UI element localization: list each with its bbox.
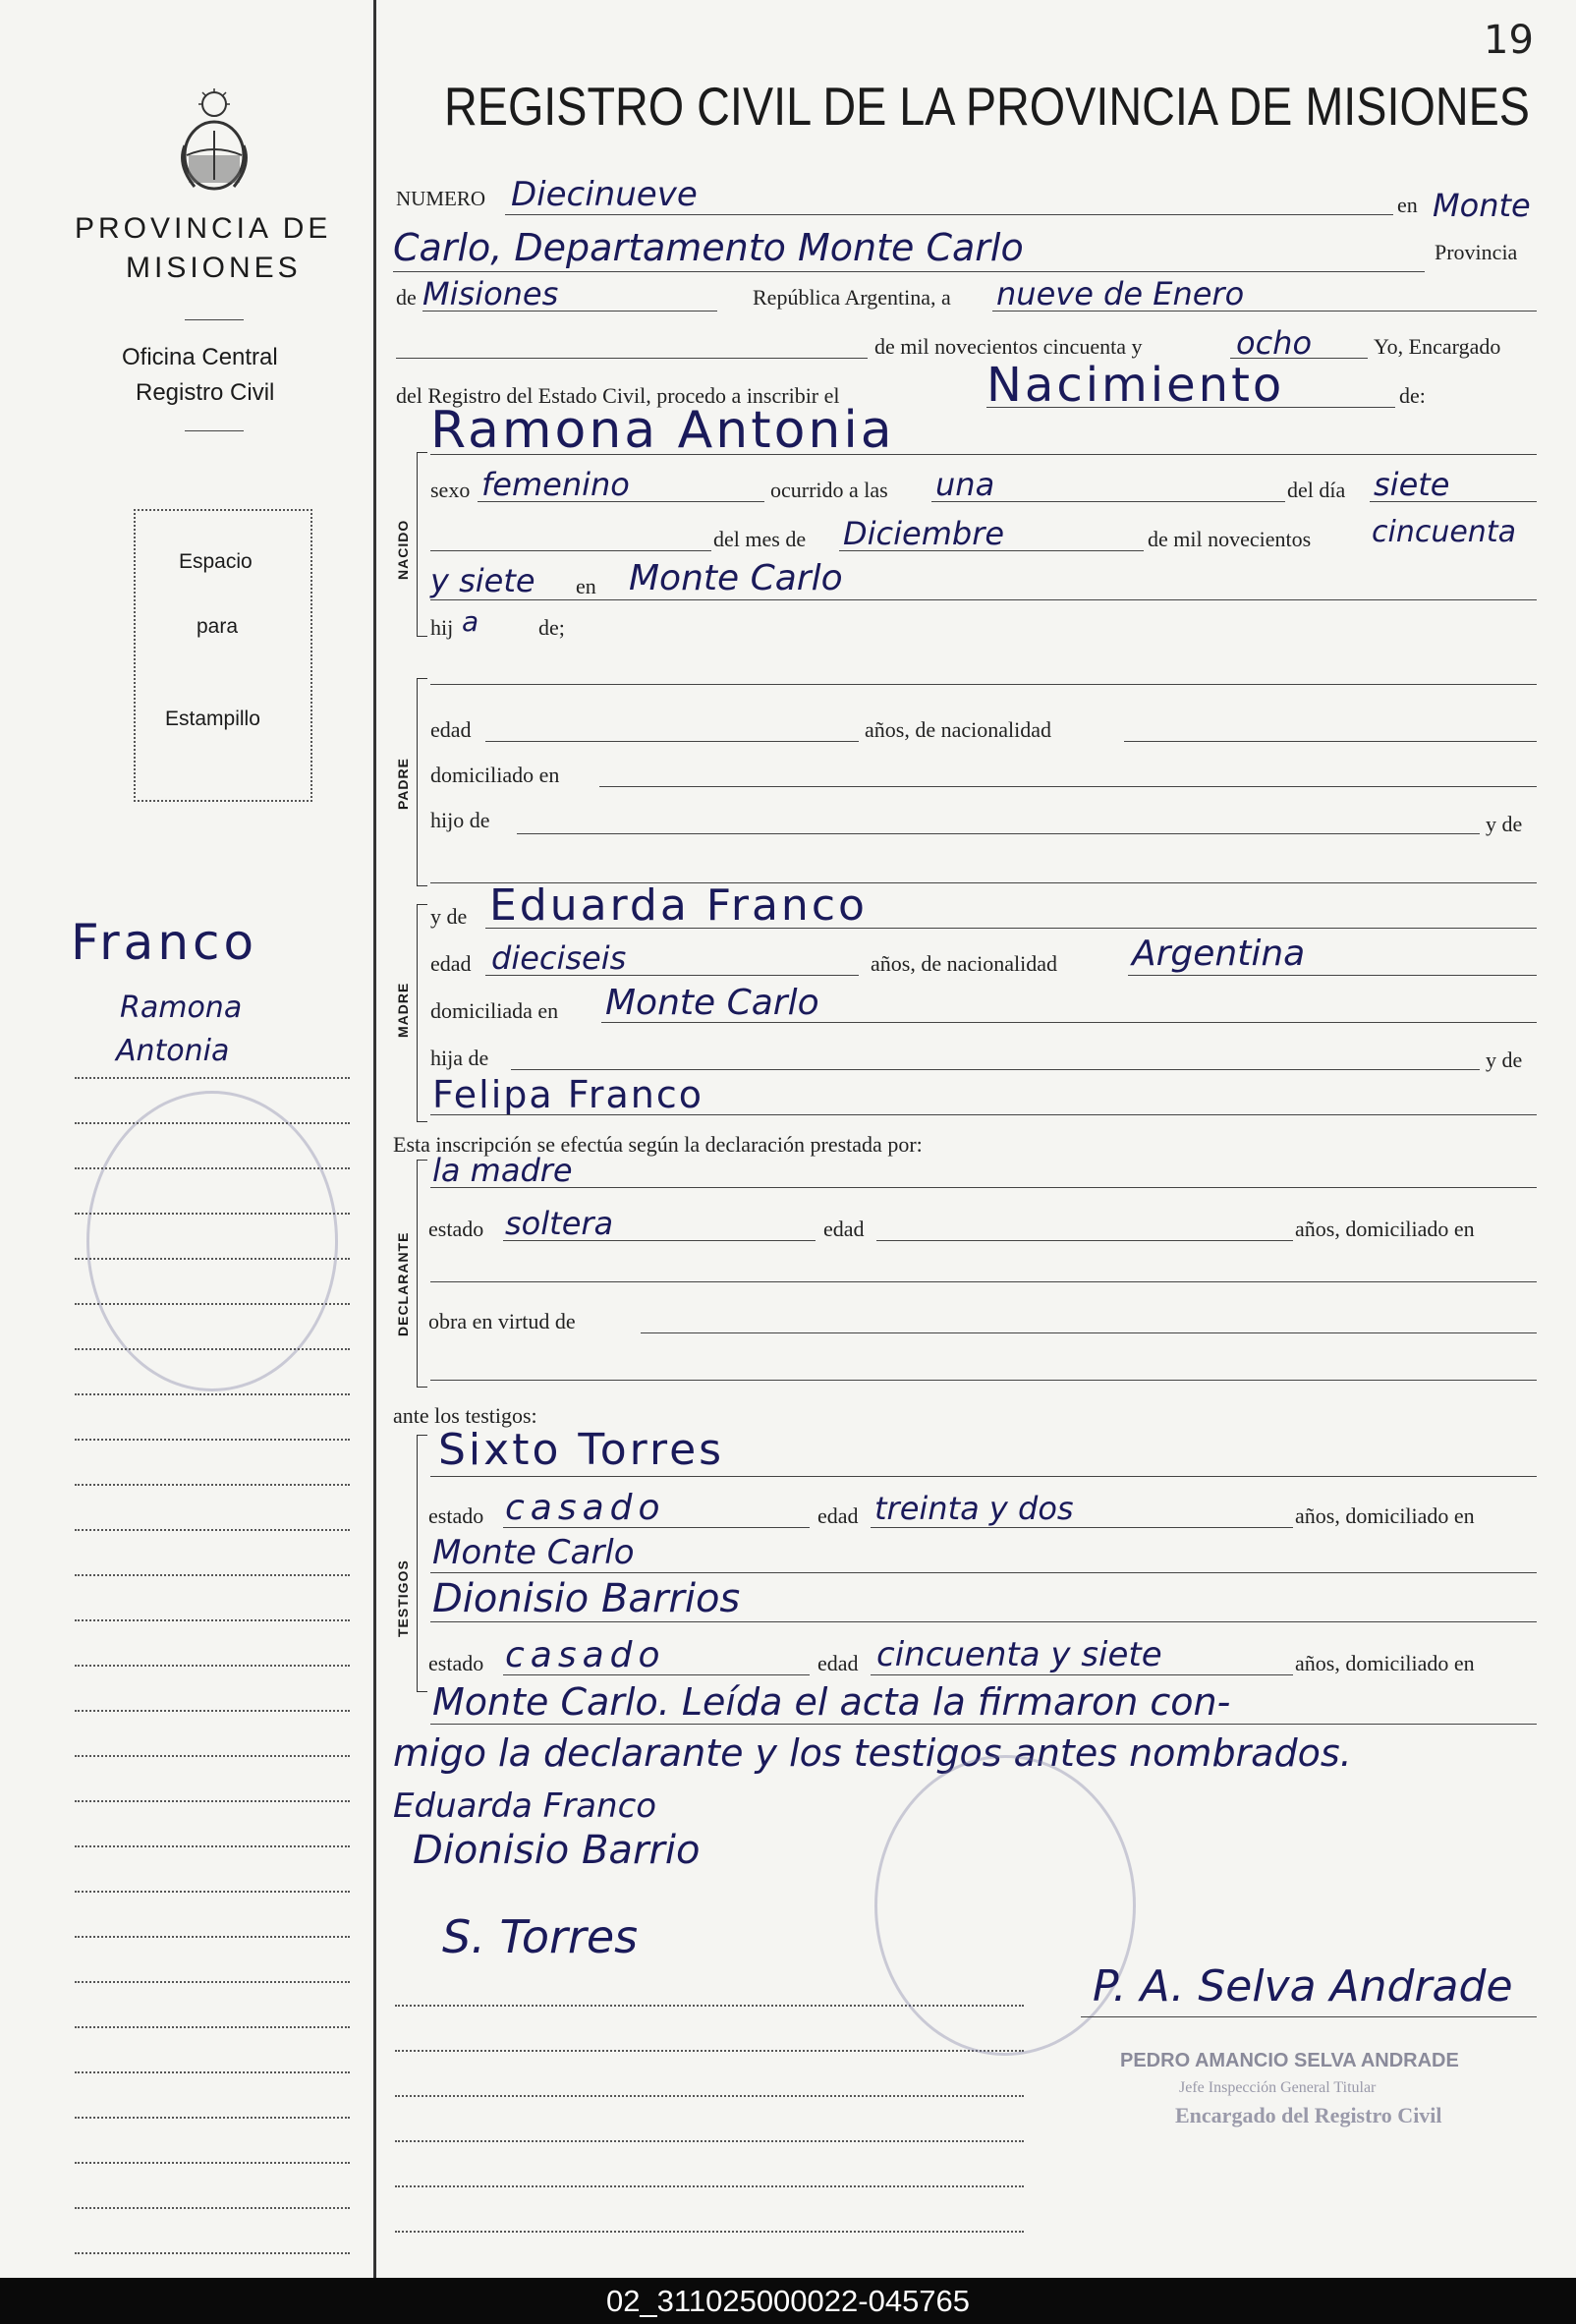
page-number: 19 <box>1484 18 1534 63</box>
nacido-side-label: NACIDO <box>395 519 411 580</box>
divider <box>185 319 244 320</box>
margin-dotted-line <box>75 1439 350 1441</box>
field-line <box>485 928 1537 929</box>
anio-value: ocho <box>1236 324 1313 362</box>
madre-y-de-label-2: y de <box>1486 1048 1523 1072</box>
stamp-box-label-2: para <box>197 615 239 638</box>
field-line <box>485 975 859 976</box>
margin-dotted-line <box>75 1981 350 1983</box>
hora-value: una <box>935 466 995 503</box>
field-line <box>430 550 711 551</box>
de-colon-label: de: <box>1399 383 1426 408</box>
field-line <box>478 501 764 502</box>
margin-dotted-line <box>75 1122 350 1124</box>
margin-dotted-line <box>75 1845 350 1847</box>
numero-value: Diecinueve <box>511 175 698 214</box>
sexo-label: sexo <box>430 478 471 502</box>
field-line <box>485 741 859 742</box>
testigo1-estado-value: casado <box>505 1488 666 1528</box>
stamp-box-label-3: Estampillo <box>165 708 260 730</box>
declarante-dom-label: años, domiciliado en <box>1295 1217 1475 1241</box>
margin-dotted-line <box>75 1303 350 1305</box>
field-line <box>601 1022 1537 1023</box>
declarante-estado-value: soltera <box>505 1205 614 1242</box>
margin-dotted-line <box>75 1755 350 1757</box>
margin-dotted-line <box>75 1077 350 1079</box>
closing-text-1: Monte Carlo. Leída el acta la firmaron con- <box>432 1680 1231 1724</box>
lugar-nac-value: Monte Carlo <box>629 558 843 598</box>
ocurrido-label: ocurrido a las <box>770 478 888 502</box>
padre-bracket <box>417 678 427 886</box>
field-line <box>503 1527 810 1528</box>
de-mil-nov-label: de mil novecientos <box>1148 527 1312 551</box>
padre-dom-label: domiciliado en <box>430 763 560 787</box>
margin-note-name-2: Antonia <box>116 1034 230 1068</box>
province-name-2: MISIONES <box>126 252 302 284</box>
office-name-2: Registro Civil <box>136 379 275 406</box>
declarante-side-label: DECLARANTE <box>395 1231 411 1336</box>
declarante-bracket <box>417 1160 427 1388</box>
madre-side-label: MADRE <box>395 982 411 1038</box>
signature-eduarda: Eduarda Franco <box>393 1786 657 1826</box>
madre-nombre-value: Eduarda Franco <box>489 880 868 931</box>
margin-note-name-1: Ramona <box>120 991 243 1025</box>
margin-dotted-line <box>75 1484 350 1486</box>
lugar-value-2: Carlo, Departamento Monte Carlo <box>393 226 1024 269</box>
body-dotted-line <box>395 2185 1024 2187</box>
field-line <box>599 786 1537 787</box>
republica-label: República Argentina, a <box>753 285 951 310</box>
field-line <box>393 271 1425 272</box>
acto-value: Nacimiento <box>986 358 1285 413</box>
padre-side-label: PADRE <box>395 758 411 810</box>
testigo1-edad-value: treinta y dos <box>874 1490 1074 1527</box>
padre-hijo-de-label: hijo de <box>430 808 490 832</box>
officer-name: PEDRO AMANCIO SELVA ANDRADE <box>1120 2050 1459 2071</box>
field-line <box>839 550 1144 551</box>
field-line <box>430 1476 1537 1477</box>
testigo2-value: Dionisio Barrios <box>432 1576 741 1621</box>
declarante-value: la madre <box>432 1152 573 1189</box>
de-semicolon-label: de; <box>538 615 565 640</box>
padre-nac-label: años, de nacionalidad <box>865 717 1051 742</box>
del-dia-label: del día <box>1287 478 1346 502</box>
testigo1-edad-label: edad <box>817 1503 859 1528</box>
de-label: de <box>396 285 417 310</box>
signature-torres: S. Torres <box>442 1910 639 1963</box>
field-line <box>430 1380 1537 1381</box>
body-dotted-line <box>395 2140 1024 2142</box>
field-line <box>986 407 1395 408</box>
fecha-value: nueve de Enero <box>996 275 1245 312</box>
margin-dotted-line <box>75 1258 350 1260</box>
hija-label: hij <box>430 615 454 640</box>
margin-dotted-line <box>75 1574 350 1576</box>
testigo2-estado-label: estado <box>428 1651 484 1675</box>
field-line <box>503 1240 816 1241</box>
office-name-1: Oficina Central <box>122 344 278 370</box>
field-line <box>422 311 717 312</box>
madre-dom-value: Monte Carlo <box>605 983 819 1023</box>
declaracion-label: Esta inscripción se efectúa según la declaración prestada por: <box>393 1132 923 1157</box>
provincia-value: Misiones <box>422 275 559 312</box>
officer-role-1: Jefe Inspección General Titular <box>1179 2079 1377 2096</box>
field-line <box>517 833 1480 834</box>
stamp-box <box>134 509 312 802</box>
field-line <box>1370 501 1537 502</box>
madre-bracket <box>417 904 427 1122</box>
stamp-box-label-1: Espacio <box>179 550 253 573</box>
closing-text-2: migo la declarante y los testigos antes nombrados. <box>393 1731 1352 1775</box>
margin-dotted-line <box>75 1213 350 1215</box>
field-line <box>505 214 1393 215</box>
margin-dotted-line <box>75 2071 350 2073</box>
field-line <box>1124 741 1537 742</box>
field-line <box>430 599 1537 600</box>
del-registro-label: del Registro del Estado Civil, procedo a inscribir el <box>396 383 840 408</box>
margin-dotted-line <box>75 1665 350 1667</box>
nombre-value: Ramona Antonia <box>430 401 895 460</box>
sexo-value: femenino <box>481 466 630 503</box>
mil-novecientos-label: de mil novecientos cincuenta y <box>874 334 1143 359</box>
margin-dotted-line <box>75 1800 350 1802</box>
margin-note-surname: Franco <box>71 914 258 971</box>
anio-nac-value-2: y siete <box>430 562 535 599</box>
column-divider <box>373 0 376 2278</box>
testigo2-edad-value: cincuenta y siete <box>876 1635 1162 1674</box>
dia-nac-value: siete <box>1374 466 1450 503</box>
nacido-bracket <box>417 452 427 637</box>
testigos-side-label: TESTIGOS <box>395 1559 411 1637</box>
madre-edad-label: edad <box>430 951 472 976</box>
field-line <box>430 1621 1537 1622</box>
field-line <box>931 501 1285 502</box>
margin-dotted-line <box>75 1529 350 1531</box>
margin-dotted-line <box>75 1891 350 1893</box>
declarante-estado-label: estado <box>428 1217 484 1241</box>
declarante-edad-label: edad <box>823 1217 865 1241</box>
testigos-label: ante los testigos: <box>393 1403 537 1428</box>
field-line <box>1128 975 1537 976</box>
yo-encargado-label: Yo, Encargado <box>1374 334 1501 359</box>
en-label: en <box>1397 193 1418 217</box>
testigo1-dom-value: Monte Carlo <box>432 1533 635 1572</box>
testigo1-estado-label: estado <box>428 1503 484 1528</box>
madre-hija-de-value: Felipa Franco <box>432 1073 704 1116</box>
margin-dotted-line <box>75 2252 350 2254</box>
testigo1-dom-label: años, domiciliado en <box>1295 1503 1475 1528</box>
obra-label: obra en virtud de <box>428 1309 576 1333</box>
testigos-bracket <box>417 1435 427 1692</box>
margin-dotted-line <box>75 1619 350 1621</box>
madre-nac-value: Argentina <box>1132 934 1306 974</box>
padre-edad-label: edad <box>430 717 472 742</box>
testigo2-dom-label: años, domiciliado en <box>1295 1651 1475 1675</box>
field-line <box>871 1674 1293 1675</box>
provincia-label: Provincia <box>1435 240 1518 264</box>
field-line <box>430 1281 1537 1282</box>
body-dotted-line <box>395 2095 1024 2097</box>
field-line <box>503 1674 810 1675</box>
field-line <box>430 454 1537 455</box>
lugar-value: Monte <box>1433 187 1531 224</box>
margin-dotted-line <box>75 1936 350 1938</box>
margin-dotted-line <box>75 1348 350 1350</box>
signature-line <box>1081 2016 1537 2017</box>
anio-nac-value: cincuenta <box>1372 515 1516 549</box>
hija-suffix: a <box>462 605 479 638</box>
field-line <box>511 1069 1480 1070</box>
numero-label: NUMERO <box>396 187 486 210</box>
testigo1-value: Sixto Torres <box>438 1425 725 1475</box>
official-seal-stamp <box>86 1091 338 1391</box>
margin-dotted-line <box>75 2162 350 2164</box>
madre-edad-value: dieciseis <box>491 939 627 977</box>
signature-dionisio: Dionisio Barrio <box>413 1828 701 1873</box>
field-line <box>396 358 868 359</box>
madre-hija-de-label: hija de <box>430 1046 489 1070</box>
coat-of-arms-icon <box>175 86 253 195</box>
signature-encargado: P. A. Selva Andrade <box>1093 1961 1513 2012</box>
field-line <box>430 684 1537 685</box>
field-line <box>871 1527 1293 1528</box>
margin-dotted-line <box>75 1710 350 1712</box>
field-line <box>876 1240 1293 1241</box>
officer-role-2: Encargado del Registro Civil <box>1175 2103 1442 2127</box>
field-line <box>641 1332 1537 1333</box>
del-mes-label: del mes de <box>713 527 807 551</box>
madre-y-de-label: y de <box>430 904 468 929</box>
madre-dom-label: domiciliada en <box>430 998 559 1023</box>
body-dotted-line <box>395 2231 1024 2233</box>
margin-dotted-line <box>75 1167 350 1169</box>
province-name-1: PROVINCIA DE <box>75 212 332 245</box>
testigo2-edad-label: edad <box>817 1651 859 1675</box>
margin-dotted-line <box>75 1393 350 1395</box>
margin-dotted-line <box>75 2026 350 2028</box>
field-line <box>430 1724 1537 1725</box>
en-label-2: en <box>576 574 596 598</box>
mes-nac-value: Diciembre <box>843 515 1005 552</box>
body-dotted-line <box>395 2050 1024 2052</box>
madre-nac-label: años, de nacionalidad <box>871 951 1057 976</box>
field-line <box>992 311 1537 312</box>
divider <box>185 430 244 431</box>
testigo2-estado-value: casado <box>505 1635 666 1675</box>
document-title: REGISTRO CIVIL DE LA PROVINCIA DE MISIONES <box>444 76 1530 137</box>
padre-y-de-label: y de <box>1486 812 1523 836</box>
field-line <box>430 1572 1537 1573</box>
field-line <box>430 1114 1537 1115</box>
document-id-footer: 02_311025000022-045765 <box>0 2278 1576 2324</box>
field-line <box>430 1187 1537 1188</box>
margin-dotted-line <box>75 2117 350 2119</box>
margin-dotted-line <box>75 2207 350 2209</box>
